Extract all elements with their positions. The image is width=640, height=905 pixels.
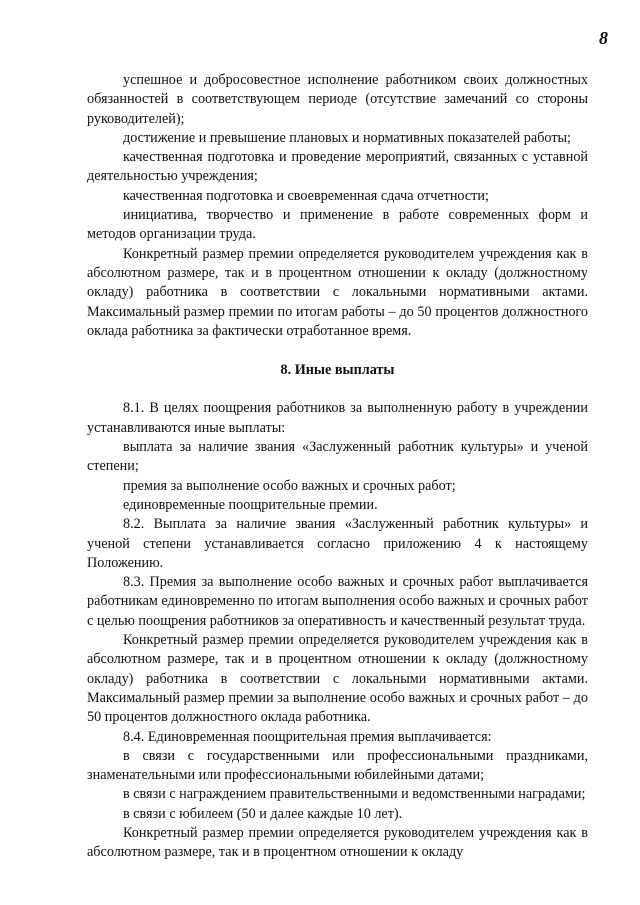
paragraph: инициатива, творчество и применение в работе современных форм и методов организации труда. (87, 207, 588, 243)
paragraph: 8.2. Выплата за наличие звания «Заслуженный работник культуры» и ученой степени устанавливается согласно приложению 4 к настоящему Положению. (87, 516, 588, 571)
paragraph: качественная подготовка и своевременная сдача отчетности; (123, 187, 489, 204)
paragraph: в связи с государственными или профессиональными праздниками, знаменательными или профессиональными юбилейными датами; (87, 747, 588, 784)
paragraph: 8.3. Премия за выполнение особо важных и срочных работ выплачивается работникам единовременно по итогам выполнения особо важных и срочных работ с целью поощрения работников за оперативность и качественный результат труда. (87, 574, 588, 629)
paragraph: премия за выполнение особо важных и срочных работ; (123, 477, 456, 494)
paragraph: выплата за наличие звания «Заслуженный работник культуры» и ученой степени; (87, 439, 588, 475)
paragraph: Конкретный размер премии определяется руководителем учреждения как в абсолютном размере, так и в процентном отношении к окладу (87, 824, 588, 861)
paragraph: в связи с награждением правительственными и ведомственными наградами; (123, 786, 586, 803)
paragraph: Конкретный размер премии определяется руководителем учреждения как в абсолютном размере, так и в процентном отношении к окладу (должностному окладу) работника в соответствии с локальными нормативными актами. Максимальный размер премии по итогам работы – до 50 процентов должностного оклада работника за фактически отработанное время. (87, 245, 588, 339)
paragraph: качественная подготовка и проведение мероприятий, связанных с уставной деятельностью учреждения; (87, 149, 588, 185)
paragraph: в связи с юбилеем (50 и далее каждые 10 лет). (123, 805, 403, 822)
page-number: 8 (599, 28, 608, 48)
paragraph: 8.4. Единовременная поощрительная премия выплачивается: (123, 728, 492, 745)
paragraph: единовременные поощрительные премии. (123, 496, 378, 513)
paragraph: достижение и превышение плановых и нормативных показателей работы; (123, 129, 571, 146)
section-heading: 8. Иные выплаты (280, 362, 395, 379)
paragraph: Конкретный размер премии определяется руководителем учреждения как в абсолютном размере, так и в процентном отношении к окладу (должностному окладу) работника в соответствии с локальными нормативными актами. Максимальный размер премии за выполнение особо важных и срочных работ – до 50 процентов должностного оклада работника. (87, 632, 588, 726)
paragraph: 8.1. В целях поощрения работников за выполненную работу в учреждении устанавливаются иные выплаты: (87, 400, 588, 436)
paragraph: успешное и добросовестное исполнение работником своих должностных обязанностей в соответствующем периоде (отсутствие замечаний со стороны руководителей); (87, 72, 588, 127)
